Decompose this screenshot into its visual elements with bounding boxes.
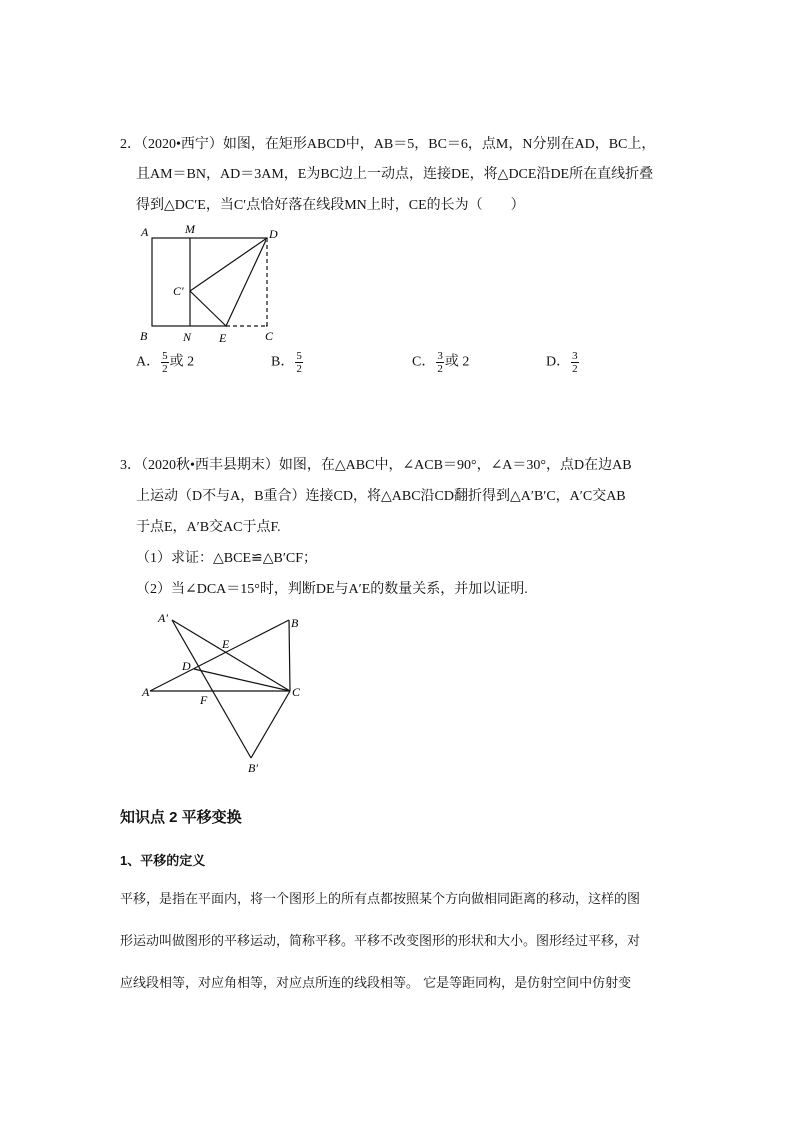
option-a-den: 2 <box>162 363 168 375</box>
option-c-letter: C． <box>412 354 436 370</box>
label-aprime: A′ <box>158 611 168 625</box>
option-c[interactable] <box>412 350 469 375</box>
label-b: B <box>140 329 148 343</box>
section-para-line3: 应线段相等，对应角相等，对应点所连的线段相等。 它是等距同构，是仿射空间中仿射变 <box>120 976 632 991</box>
problem3-part2: （2）当∠DCA＝15°时，判断DE与A′E的数量关系，并加以证明. <box>136 582 528 597</box>
label-f3: F <box>200 693 208 707</box>
problem2-line1: 2．（2020•西宁）如图，在矩形ABCD中，AB＝5，BC＝6，点M，N分别在AD，BC上， <box>120 137 656 152</box>
section-subtitle: 1、平移的定义 <box>120 853 206 868</box>
option-d-letter: D． <box>546 354 571 370</box>
option-a-suffix: 或 2 <box>169 354 195 370</box>
problem3-part1: （1）求证：△BCE≌△B′CF； <box>136 551 318 566</box>
label-m: M <box>185 222 195 236</box>
option-c-num: 3 <box>437 350 443 362</box>
option-c-suffix: 或 2 <box>444 354 470 370</box>
option-b-letter: B． <box>271 354 295 370</box>
option-b-num: 5 <box>296 350 302 362</box>
label-b3: B <box>291 616 299 630</box>
section-para-line2: 形运动叫做图形的平移运动，简称平移。平移不改变图形的形状和大小。图形经过平移，对 <box>120 934 641 949</box>
option-b-den: 2 <box>296 363 302 375</box>
option-b[interactable] <box>271 350 304 375</box>
section-para-line1: 平移，是指在平面内，将一个图形上的所有点都按照某个方向做相同距离的移动，这样的图 <box>120 892 641 907</box>
option-a-letter: A． <box>136 354 161 370</box>
segment-cpe <box>190 291 226 326</box>
option-a-fraction <box>161 350 169 375</box>
label-bprime: B′ <box>248 761 258 775</box>
rect-bottom-edge-mask <box>227 325 266 327</box>
label-a3: A <box>142 685 150 699</box>
label-n: N <box>183 330 192 344</box>
option-d[interactable] <box>546 350 580 375</box>
option-a-num: 5 <box>162 350 168 362</box>
label-e3: E <box>222 637 230 651</box>
option-b-fraction <box>295 350 303 375</box>
problem2-line2: 且AM＝BN，AD＝3AM，E为BC边上一动点，连接DE，将△DCE沿DE所在直线折叠 <box>136 167 654 182</box>
label-e: E <box>219 331 227 345</box>
option-c-fraction <box>436 350 444 375</box>
segment-ab <box>150 620 289 691</box>
option-c-den: 2 <box>437 363 443 375</box>
option-d-den: 2 <box>572 363 578 375</box>
problem2-line3: 得到△DC′E，当C′点恰好落在线段MN上时，CE的长为（ ） <box>136 198 525 213</box>
option-d-num: 3 <box>572 350 578 362</box>
label-d3: D <box>182 659 191 673</box>
problem3-line3: 于点E，A′B交AC于点F. <box>136 520 281 535</box>
segment-apbp <box>172 620 251 758</box>
section-title: 知识点 2 平移变换 <box>120 809 242 826</box>
segment-dc <box>194 669 290 691</box>
option-a[interactable] <box>136 350 194 375</box>
label-cprime: C′ <box>173 284 184 298</box>
segment-apc <box>172 620 290 691</box>
label-a: A <box>141 225 149 239</box>
label-c: C <box>265 329 274 343</box>
segment-bpc <box>251 691 290 758</box>
problem3-line2: 上运动（D不与A，B重合）连接CD，将△ABC沿CD翻折得到△A′B′C，A′C交AB <box>136 489 626 504</box>
label-c3: C <box>292 685 301 699</box>
rectangle-abcd <box>152 238 267 326</box>
option-d-fraction <box>571 350 579 375</box>
segment-dcp <box>190 238 267 291</box>
problem3-line1: 3．（2020秋•西丰县期末）如图，在△ABC中，∠ACB＝90°，∠A＝30°，点D在边AB <box>120 458 632 473</box>
segment-de <box>226 238 267 326</box>
segment-bc <box>289 620 290 691</box>
label-d: D <box>269 227 278 241</box>
